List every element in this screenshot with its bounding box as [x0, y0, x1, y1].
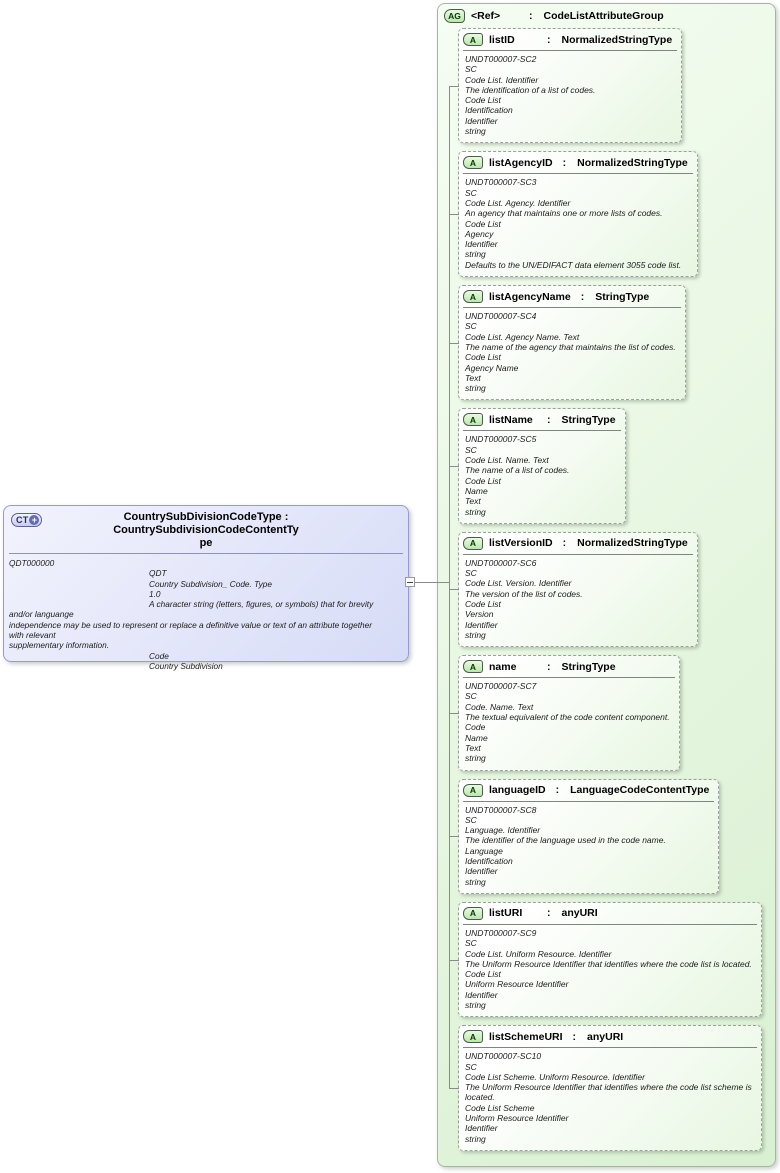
annotation-line: SC [465, 64, 477, 75]
annotation-line: Identification [465, 105, 513, 116]
annotation-line: string [465, 126, 486, 137]
attribute-annotations [459, 556, 697, 646]
attribute-type: StringType [561, 660, 616, 673]
annotation-line: QDT000000 [9, 558, 55, 568]
attribute-icon: A [463, 413, 483, 426]
attribute-name: listName [489, 413, 533, 426]
attribute-box[interactable] [458, 1025, 762, 1151]
annotation-line: Identifier [465, 239, 498, 250]
attribute-box[interactable] [458, 28, 682, 143]
attribute-box[interactable] [458, 285, 686, 400]
attribute-name: listAgencyName [489, 290, 571, 303]
annotation-line: Identifier [465, 989, 498, 1000]
minus-icon [407, 582, 413, 583]
attribute-type: StringType [561, 413, 616, 426]
annotation-line: Agency Name [465, 362, 519, 373]
annotation-line: The textual equivalent of the code content component. [465, 712, 670, 723]
separator-line [463, 677, 675, 678]
attribute-header[interactable] [459, 1026, 761, 1045]
annotation-line: Defaults to the UN/EDIFACT data element 3055 code list. [465, 259, 682, 270]
attribute-type: NormalizedStringType [577, 156, 688, 169]
attribute-annotations [459, 1049, 761, 1150]
attribute-group-header[interactable] [438, 4, 775, 23]
annotation-line: Code. Name. Text [465, 701, 534, 712]
complex-type-box[interactable] [3, 505, 409, 671]
annotation-line: Code List [465, 969, 501, 980]
annotation-line: Code List [465, 352, 501, 363]
annotation-line: Code List [465, 218, 501, 229]
attribute-header[interactable] [459, 409, 625, 428]
annotation-line: string [465, 629, 486, 640]
complex-type-annotations [4, 556, 408, 671]
annotation-line: Country Subdivision [149, 660, 223, 671]
annotation-line: Text [465, 742, 481, 753]
annotation-line: The Uniform Resource Identifier that identifies where the code list is located. [465, 958, 752, 969]
attribute-type: anyURI [561, 907, 598, 920]
attribute-name: listAgencyID [489, 156, 553, 169]
annotation-line: Identifier [465, 115, 498, 126]
annotation-line: SC [465, 691, 477, 702]
annotation-line: The name of a list of codes. [465, 465, 570, 476]
annotation-line: The name of the agency that maintains the list of codes. [465, 341, 676, 352]
attribute-icon: A [463, 660, 483, 673]
attribute-cards [458, 28, 775, 1151]
attribute-colon: : [562, 156, 567, 169]
annotation-line: Version [465, 609, 494, 620]
annotation-line: and/or languange [9, 609, 74, 620]
annotation-line: The identification of a list of codes. [465, 84, 596, 95]
attribute-annotations [459, 679, 679, 769]
attribute-group-box[interactable] [437, 3, 776, 1167]
annotation-line: Code List Scheme. Uniform Resource. Identifier [465, 1071, 645, 1082]
annotation-line: Identifier [465, 1123, 498, 1134]
annotation-line: string [465, 1000, 486, 1010]
annotation-line: UNDT000007-SC3 [465, 177, 537, 188]
annotation-line: with relevant [9, 630, 56, 641]
annotation-line: independence may be used to represent or replace a definitive value or text of an attribute together [9, 619, 372, 630]
annotation-line: An agency that maintains one or more lists of codes. [465, 208, 663, 219]
annotation-line: Code List. Agency Name. Text [465, 331, 580, 342]
annotation-line: SC [465, 938, 477, 949]
attribute-name: listVersionID [489, 537, 553, 550]
annotation-line: UNDT000007-SC7 [465, 681, 537, 692]
annotation-line: The Uniform Resource Identifier that identifies where the code list scheme is located. [465, 1082, 752, 1103]
annotation-line: Code List [465, 598, 501, 609]
attribute-icon: A [463, 1030, 483, 1043]
attribute-header[interactable] [459, 780, 718, 799]
attribute-icon: A [463, 33, 483, 46]
attribute-colon: : [572, 1030, 577, 1043]
annotation-line: 1.0 [149, 588, 161, 599]
annotation-line: UNDT000007-SC4 [465, 311, 537, 322]
separator-line [463, 924, 757, 925]
attribute-colon: : [562, 537, 567, 550]
attribute-colon: : [580, 290, 585, 303]
annotation-line: Code List. Agency. Identifier [465, 197, 571, 208]
attribute-group-name: <Ref> [471, 10, 501, 22]
annotation-line: string [465, 383, 486, 394]
attribute-annotations [459, 803, 718, 893]
annotation-line: Agency [465, 228, 494, 239]
attribute-icon: A [463, 784, 483, 797]
attribute-annotations [459, 175, 697, 276]
attribute-header[interactable] [459, 656, 679, 675]
annotation-line: UNDT000007-SC5 [465, 434, 537, 445]
annotation-line: Identifier [465, 619, 498, 630]
attribute-name: name [489, 660, 517, 673]
attribute-icon: A [463, 290, 483, 303]
attribute-group-type: CodeListAttributeGroup [543, 10, 664, 22]
attribute-colon: : [547, 660, 551, 673]
annotation-line: Code [465, 722, 486, 733]
separator-line [463, 1047, 757, 1048]
annotation-line: string [465, 249, 486, 260]
annotation-line: Uniform Resource Identifier [465, 979, 569, 990]
attribute-header[interactable] [459, 29, 681, 48]
annotation-line: A character string (letters, figures, or symbols) that for brevity [149, 599, 374, 610]
attribute-type: NormalizedStringType [561, 33, 673, 46]
annotation-line: UNDT000007-SC10 [465, 1051, 542, 1062]
annotation-line: Code List [465, 95, 501, 106]
attribute-annotations [459, 309, 685, 399]
plus-icon: + [29, 515, 39, 525]
annotation-line: string [465, 1133, 486, 1144]
complex-type-title-line2: pe [199, 537, 213, 549]
annotation-line: string [465, 753, 486, 764]
collapse-handle[interactable] [405, 577, 415, 587]
annotation-line: SC [465, 321, 477, 332]
attribute-name: listID [489, 33, 515, 46]
annotation-line: SC [465, 814, 477, 825]
complex-type-icon [11, 513, 42, 527]
separator-line [463, 173, 693, 174]
attribute-header[interactable] [459, 286, 685, 305]
connector-line [415, 582, 449, 583]
annotation-line: Code List. Version. Identifier [465, 578, 572, 589]
attribute-name: languageID [489, 784, 546, 797]
attribute-box[interactable] [458, 532, 698, 647]
attribute-type: LanguageCodeContentType [570, 784, 710, 797]
annotation-line: Identification [465, 856, 513, 867]
tree-trunk-line [449, 86, 450, 1089]
annotation-line: UNDT000007-SC8 [465, 804, 537, 815]
attribute-box[interactable] [458, 151, 698, 277]
annotation-line: SC [465, 1061, 477, 1072]
attribute-header[interactable] [459, 533, 697, 552]
annotation-line: Code List. Uniform Resource. Identifier [465, 948, 612, 959]
complex-type-title-line1: CountrySubDivisionCodeType : CountrySubdivisionCodeContentTy [113, 511, 299, 536]
attribute-annotations [459, 52, 681, 142]
complex-type-header[interactable] [4, 506, 408, 550]
annotation-line: Code List. Identifier [465, 74, 539, 85]
annotation-line: string [465, 506, 486, 517]
annotation-line: Code List [465, 475, 501, 486]
attribute-type: StringType [595, 290, 650, 303]
annotation-line: UNDT000007-SC2 [465, 54, 537, 64]
attribute-annotations [459, 926, 761, 1016]
separator-line [463, 50, 677, 51]
annotation-line: Code List Scheme [465, 1102, 535, 1113]
attribute-box[interactable] [458, 779, 719, 894]
attribute-group-colon: : [529, 10, 533, 22]
attribute-colon: : [555, 784, 560, 797]
annotation-line: Code List. Name. Text [465, 455, 549, 466]
attribute-name: listSchemeURI [489, 1030, 563, 1043]
ct-icon-label: CT [16, 514, 29, 525]
attribute-box[interactable] [458, 655, 680, 770]
annotation-line: SC [465, 187, 477, 198]
annotation-line: Text [465, 372, 481, 383]
annotation-line: The version of the list of codes. [465, 588, 583, 599]
annotation-line: Country Subdivision_ Code. Type [149, 578, 272, 589]
annotation-line: SC [465, 568, 477, 579]
annotation-line: string [465, 876, 486, 887]
separator-line [9, 553, 403, 554]
attribute-name: listURI [489, 907, 523, 920]
attribute-icon: A [463, 907, 483, 920]
attribute-box[interactable] [458, 902, 762, 1017]
annotation-line: UNDT000007-SC9 [465, 927, 537, 938]
annotation-line: Identifier [465, 866, 498, 877]
annotation-line: Language. Identifier [465, 825, 541, 836]
attribute-colon: : [547, 33, 551, 46]
annotation-line: SC [465, 444, 477, 455]
attribute-colon: : [547, 413, 551, 426]
separator-line [463, 554, 693, 555]
annotation-line: Name [465, 732, 488, 743]
separator-line [463, 430, 621, 431]
attribute-header[interactable] [459, 903, 761, 922]
attribute-type: NormalizedStringType [577, 537, 688, 550]
attribute-group-icon: AG [444, 9, 465, 23]
attribute-icon: A [463, 537, 483, 550]
annotation-line: supplementary information. [9, 640, 110, 651]
annotation-line: QDT [149, 568, 167, 579]
annotation-line: The identifier of the language used in the code name. [465, 835, 666, 846]
attribute-icon: A [463, 156, 483, 169]
separator-line [463, 801, 714, 802]
annotation-line: UNDT000007-SC6 [465, 557, 537, 568]
attribute-colon: : [547, 907, 551, 920]
annotation-line: Name [465, 485, 488, 496]
attribute-type: anyURI [587, 1030, 624, 1043]
attribute-header[interactable] [459, 152, 697, 171]
annotation-line: Language [465, 845, 503, 856]
separator-line [463, 307, 681, 308]
annotation-line: Code [149, 650, 169, 661]
attribute-box[interactable] [458, 408, 626, 523]
annotation-line: Uniform Resource Identifier [465, 1113, 569, 1124]
attribute-annotations [459, 432, 625, 522]
annotation-line: Text [465, 496, 481, 507]
